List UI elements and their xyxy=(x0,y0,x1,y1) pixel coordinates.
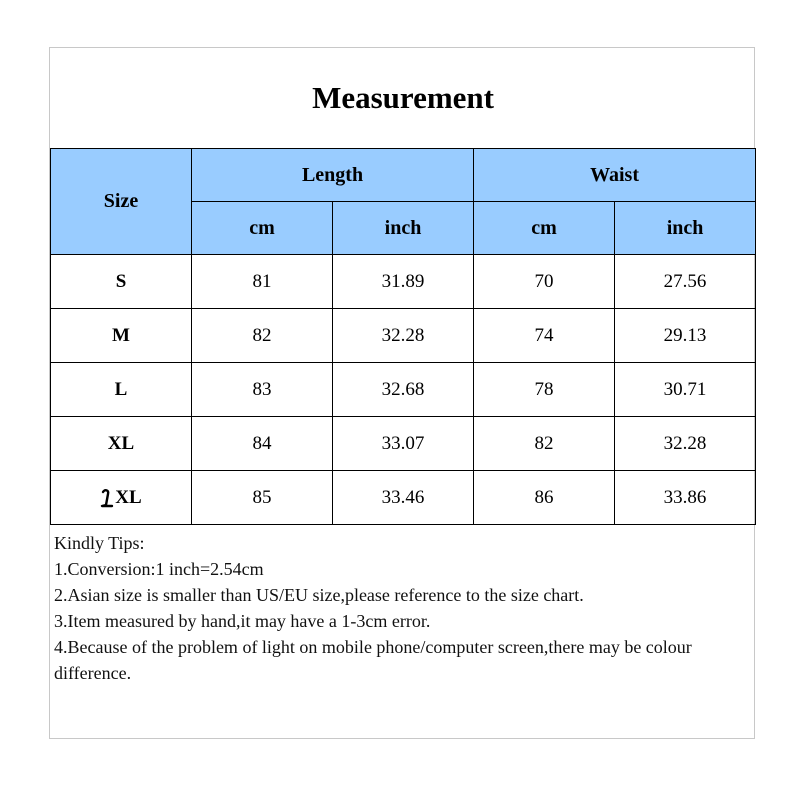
length-cm-cell: 82 xyxy=(192,309,333,363)
length-inch-cell: 32.68 xyxy=(333,363,474,417)
waist-cm-cell: 78 xyxy=(474,363,615,417)
waist-inch-cell: 32.28 xyxy=(615,417,756,471)
size-cell: XL xyxy=(51,417,192,471)
table-row xyxy=(51,363,756,417)
tip-item: 2.Asian size is smaller than US/EU size,please reference to the size chart. xyxy=(54,585,584,605)
page-title: Measurement xyxy=(51,48,756,149)
table-row xyxy=(51,255,756,309)
waist-inch-cell: 29.13 xyxy=(615,309,756,363)
size-cell: S xyxy=(51,255,192,309)
handwritten-two-mark xyxy=(100,488,114,508)
table-row xyxy=(51,309,756,363)
header-length-cm: cm xyxy=(192,202,333,255)
length-cm-cell: 81 xyxy=(192,255,333,309)
size-cell-xxl xyxy=(51,471,192,525)
size-cell-label: XL xyxy=(115,486,142,508)
header-waist-cm: cm xyxy=(474,202,615,255)
title-row xyxy=(51,48,756,149)
waist-cm-cell: 70 xyxy=(474,255,615,309)
length-cm-cell: 84 xyxy=(192,417,333,471)
length-inch-cell: 32.28 xyxy=(333,309,474,363)
table-row xyxy=(51,417,756,471)
tip-item: 1.Conversion:1 inch=2.54cm xyxy=(54,559,264,579)
tips-heading: Kindly Tips: xyxy=(54,533,145,553)
length-cm-cell: 85 xyxy=(192,471,333,525)
size-chart-sheet xyxy=(49,47,755,739)
header-group-row xyxy=(51,149,756,202)
size-cell: L xyxy=(51,363,192,417)
table-row xyxy=(51,471,756,525)
size-cell: M xyxy=(51,309,192,363)
waist-cm-cell: 82 xyxy=(474,417,615,471)
header-length-inch: inch xyxy=(333,202,474,255)
length-inch-cell: 33.46 xyxy=(333,471,474,525)
kindly-tips xyxy=(54,530,754,686)
header-waist-inch: inch xyxy=(615,202,756,255)
tip-item: 4.Because of the problem of light on mobile phone/computer screen,there may be colour difference. xyxy=(54,637,692,683)
header-size: Size xyxy=(51,149,192,255)
size-table xyxy=(50,48,756,525)
waist-inch-cell: 30.71 xyxy=(615,363,756,417)
header-waist: Waist xyxy=(474,149,756,202)
length-inch-cell: 31.89 xyxy=(333,255,474,309)
tip-item: 3.Item measured by hand,it may have a 1-3cm error. xyxy=(54,611,431,631)
waist-inch-cell: 33.86 xyxy=(615,471,756,525)
length-inch-cell: 33.07 xyxy=(333,417,474,471)
length-cm-cell: 83 xyxy=(192,363,333,417)
waist-cm-cell: 74 xyxy=(474,309,615,363)
waist-inch-cell: 27.56 xyxy=(615,255,756,309)
header-length: Length xyxy=(192,149,474,202)
waist-cm-cell: 86 xyxy=(474,471,615,525)
